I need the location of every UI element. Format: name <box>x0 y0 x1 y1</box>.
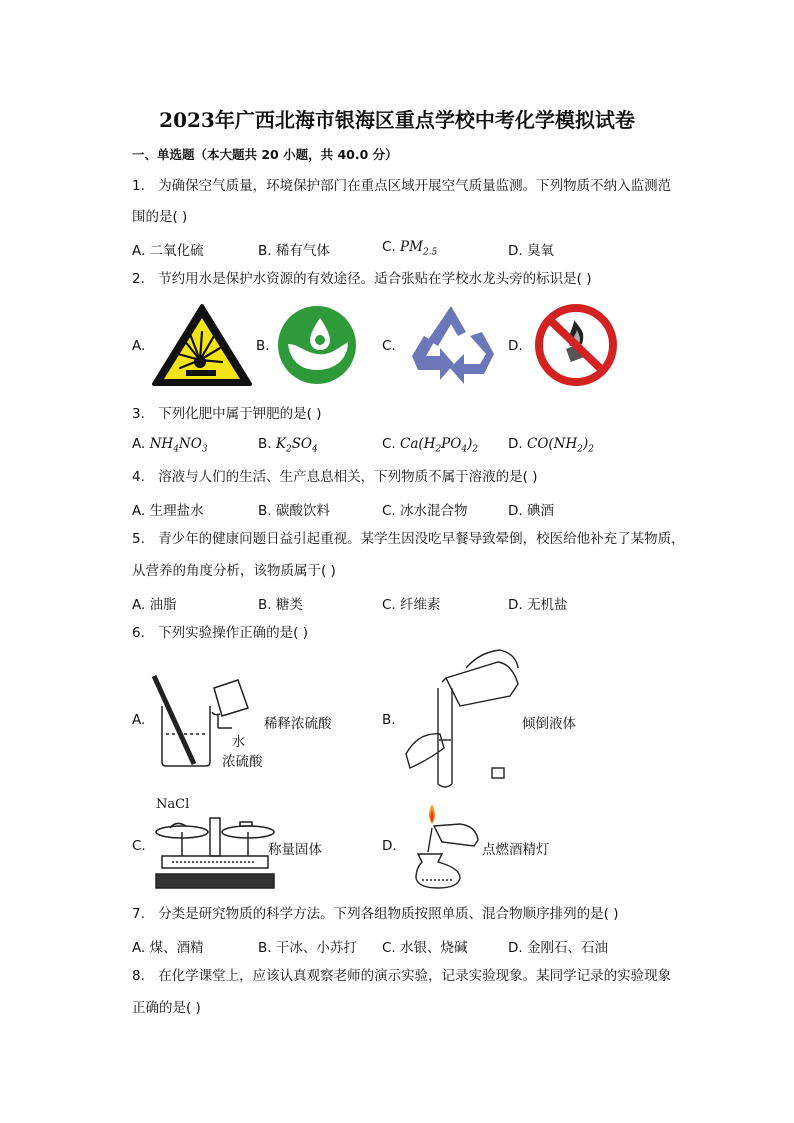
question-text: 溶液与人们的生活、生产息息相关，下列物质不属于溶液的是( ) <box>158 469 538 485</box>
question-number: 6. <box>132 625 145 641</box>
alcohol-lamp-icon[interactable] <box>398 800 486 890</box>
option-c-caption: 称量固体 <box>268 842 322 858</box>
question-number: 3. <box>132 406 145 422</box>
option-d[interactable]: D. $CO(NH_2)_2$ <box>508 436 594 455</box>
question-text: 下列化肥中属于钾肥的是( ) <box>158 406 322 422</box>
question-text: 青少年的健康问题日益引起重视。某学生因没吃早餐导致晕倒，校医给他补充了某物质， <box>158 531 685 547</box>
option-b-label[interactable]: B. <box>256 338 270 354</box>
option-b-label[interactable]: B. <box>382 712 396 728</box>
option-b[interactable]: B. $K_2SO_4$ <box>258 436 318 455</box>
option-d[interactable]: D. 金刚石、石油 <box>508 940 608 956</box>
option-c[interactable]: C. $PM_{2.5}$ <box>382 239 438 258</box>
question-number: 1. <box>132 178 145 194</box>
option-d-label[interactable]: D. <box>508 338 523 354</box>
explosive-warning-icon[interactable] <box>150 302 254 388</box>
water-saving-icon[interactable] <box>276 304 358 386</box>
option-a[interactable]: A. $NH_4NO_3$ <box>132 436 208 455</box>
question-text-continued: 从营养的角度分析，该物质属于( ) <box>132 563 336 579</box>
acid-label: 浓硫酸 <box>222 754 263 770</box>
option-d-caption: 点燃酒精灯 <box>482 842 550 858</box>
recycling-icon[interactable] <box>404 302 498 388</box>
option-c[interactable]: C. 纤维素 <box>382 597 441 613</box>
option-c-label[interactable]: C. <box>382 338 396 354</box>
option-a-label[interactable]: A. <box>132 712 146 728</box>
option-d-label[interactable]: D. <box>382 838 397 854</box>
question-number: 2. <box>132 271 145 287</box>
option-c[interactable]: C. 水银、烧碱 <box>382 940 468 956</box>
pouring-liquid-icon[interactable] <box>400 648 526 784</box>
option-a-label[interactable]: A. <box>132 338 146 354</box>
option-b[interactable]: B. 碳酸饮料 <box>258 503 330 519</box>
option-d[interactable]: D. 无机盐 <box>508 597 568 613</box>
no-fire-icon[interactable] <box>530 302 622 388</box>
option-b[interactable]: B. 干冰、小苏打 <box>258 940 357 956</box>
option-c[interactable]: C. 冰水混合物 <box>382 503 468 519</box>
option-d[interactable]: D. 碘酒 <box>508 503 554 519</box>
option-c[interactable]: C. $Ca(H_2PO_4)_2$ <box>382 436 479 455</box>
question-text: 为确保空气质量，环境保护部门在重点区域开展空气质量监测。下列物质不纳入监测范 <box>158 178 672 194</box>
option-b[interactable]: B. 稀有气体 <box>258 243 330 259</box>
question-text: 下列实验操作正确的是( ) <box>158 625 309 641</box>
balance-scale-icon[interactable] <box>152 812 278 892</box>
water-label: 水 <box>232 735 246 750</box>
question-text: 在化学课堂上，应该认真观察老师的演示实验，记录实验现象。某同学记录的实验现象 <box>158 968 672 984</box>
nacl-label: NaCl <box>156 797 190 812</box>
option-a-caption: 稀释浓硫酸 <box>264 716 332 732</box>
option-b[interactable]: B. 糖类 <box>258 597 303 613</box>
option-c-label[interactable]: C. <box>132 838 146 854</box>
option-b-caption: 倾倒液体 <box>522 716 576 732</box>
question-text: 节约用水是保护水资源的有效途径。适合张贴在学校水龙头旁的标识是( ) <box>158 271 592 287</box>
exam-title: 2023年广西北海市银海区重点学校中考化学模拟试卷 <box>159 108 635 132</box>
question-text-continued: 正确的是( ) <box>132 1000 201 1016</box>
option-d[interactable]: D. 臭氧 <box>508 243 554 259</box>
option-a[interactable]: A. 生理盐水 <box>132 503 204 519</box>
option-a[interactable]: A. 煤、酒精 <box>132 940 204 956</box>
section-heading: 一、单选题（本大题共 20 小题，共 40.0 分） <box>132 147 398 162</box>
question-number: 4. <box>132 469 145 485</box>
option-a[interactable]: A. 油脂 <box>132 597 177 613</box>
question-text-continued: 围的是( ) <box>132 209 188 225</box>
question-number: 8. <box>132 968 145 984</box>
question-number: 7. <box>132 906 145 922</box>
question-text: 分类是研究物质的科学方法。下列各组物质按照单质、混合物顺序排列的是( ) <box>158 906 619 922</box>
question-number: 5. <box>132 531 145 547</box>
option-a[interactable]: A. 二氧化硫 <box>132 243 204 259</box>
